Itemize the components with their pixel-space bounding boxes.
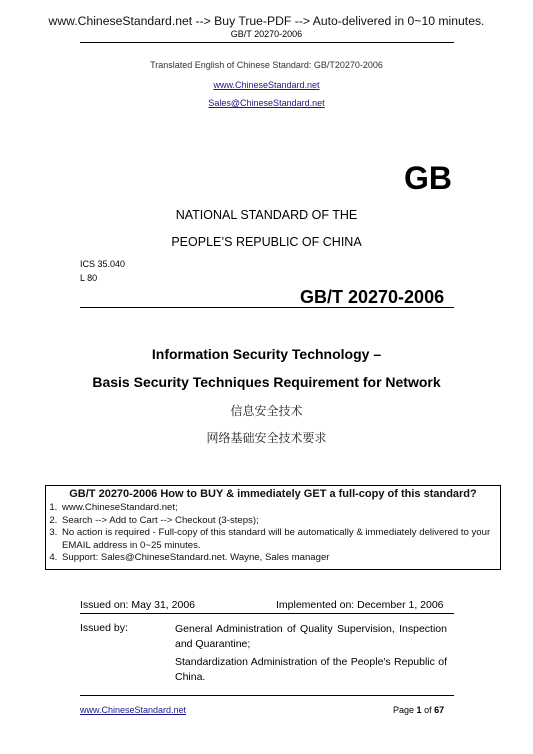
issuer-2: Standardization Administration of the People's Republic of China. bbox=[175, 656, 447, 683]
sales-link-wrap bbox=[0, 98, 533, 108]
buy-info-box bbox=[45, 485, 501, 570]
buy-step: 4. Support: Sales@ChineseStandard.net. Wayne, Sales manager bbox=[60, 552, 500, 565]
header-standard-code: GB/T 20270-2006 bbox=[230, 29, 303, 39]
issuer-1: General Administration of Quality Supervision, Inspection and Quarantine; bbox=[175, 623, 447, 650]
buy-step: 2. Search --> Add to Cart --> Checkout (3-steps); bbox=[60, 515, 500, 528]
page-total: 67 bbox=[434, 705, 445, 715]
buy-box-heading: GB/T 20270-2006 How to BUY & immediately GET a full-copy of this standard? bbox=[69, 488, 477, 500]
title-en-line-2: Basis Security Techniques Requirement for Network bbox=[92, 374, 441, 390]
ics-code: ICS 35.040 bbox=[80, 259, 126, 269]
title-en-line-1: Information Security Technology – bbox=[151, 346, 382, 362]
standard-number: GB/T 20270-2006 bbox=[300, 287, 445, 307]
sales-email-link[interactable]: Sales@ChineseStandard.net bbox=[208, 98, 325, 108]
gb-mark: GB bbox=[404, 160, 452, 196]
footer-site-link[interactable]: www.ChineseStandard.net bbox=[80, 705, 187, 715]
footer-site-wrap bbox=[80, 705, 186, 715]
title-zh-line-2: 网络基础安全技术要求 bbox=[206, 431, 327, 445]
implemented-on-date: Implemented on: December 1, 2006 bbox=[276, 599, 444, 611]
page-prefix: Page bbox=[393, 705, 415, 715]
national-standard-line-2: PEOPLE’S REPUBLIC OF CHINA bbox=[171, 235, 362, 249]
title-zh-line-1: 信息安全技术 bbox=[230, 404, 303, 418]
issued-by-label: Issued by: bbox=[80, 622, 128, 634]
footer-divider bbox=[80, 695, 454, 696]
standard-number-divider bbox=[80, 307, 454, 308]
buy-step: 1. www.ChineseStandard.net; bbox=[60, 502, 500, 515]
issued-on-date: Issued on: May 31, 2006 bbox=[80, 599, 195, 611]
site-link-wrap bbox=[0, 80, 533, 90]
translated-note: Translated English of Chinese Standard: GB/T20270-2006 bbox=[150, 60, 383, 70]
page-number bbox=[393, 705, 444, 715]
page-of: of bbox=[424, 705, 432, 715]
issue-dates-row bbox=[80, 599, 454, 614]
buy-step: 3. No action is required - Full-copy of this standard will be automatically & immediately delivered to your EMAIL address in 0~25 minutes. bbox=[60, 527, 500, 552]
site-link[interactable]: www.ChineseStandard.net bbox=[213, 80, 320, 90]
buy-steps-list bbox=[46, 502, 500, 565]
top-banner: www.ChineseStandard.net --> Buy True-PDF --> Auto-delivered in 0~10 minutes. bbox=[48, 14, 485, 28]
l-code: L 80 bbox=[80, 273, 98, 283]
header-divider bbox=[80, 42, 454, 43]
national-standard-line-1: NATIONAL STANDARD OF THE bbox=[175, 208, 358, 222]
page-current: 1 bbox=[416, 705, 422, 715]
